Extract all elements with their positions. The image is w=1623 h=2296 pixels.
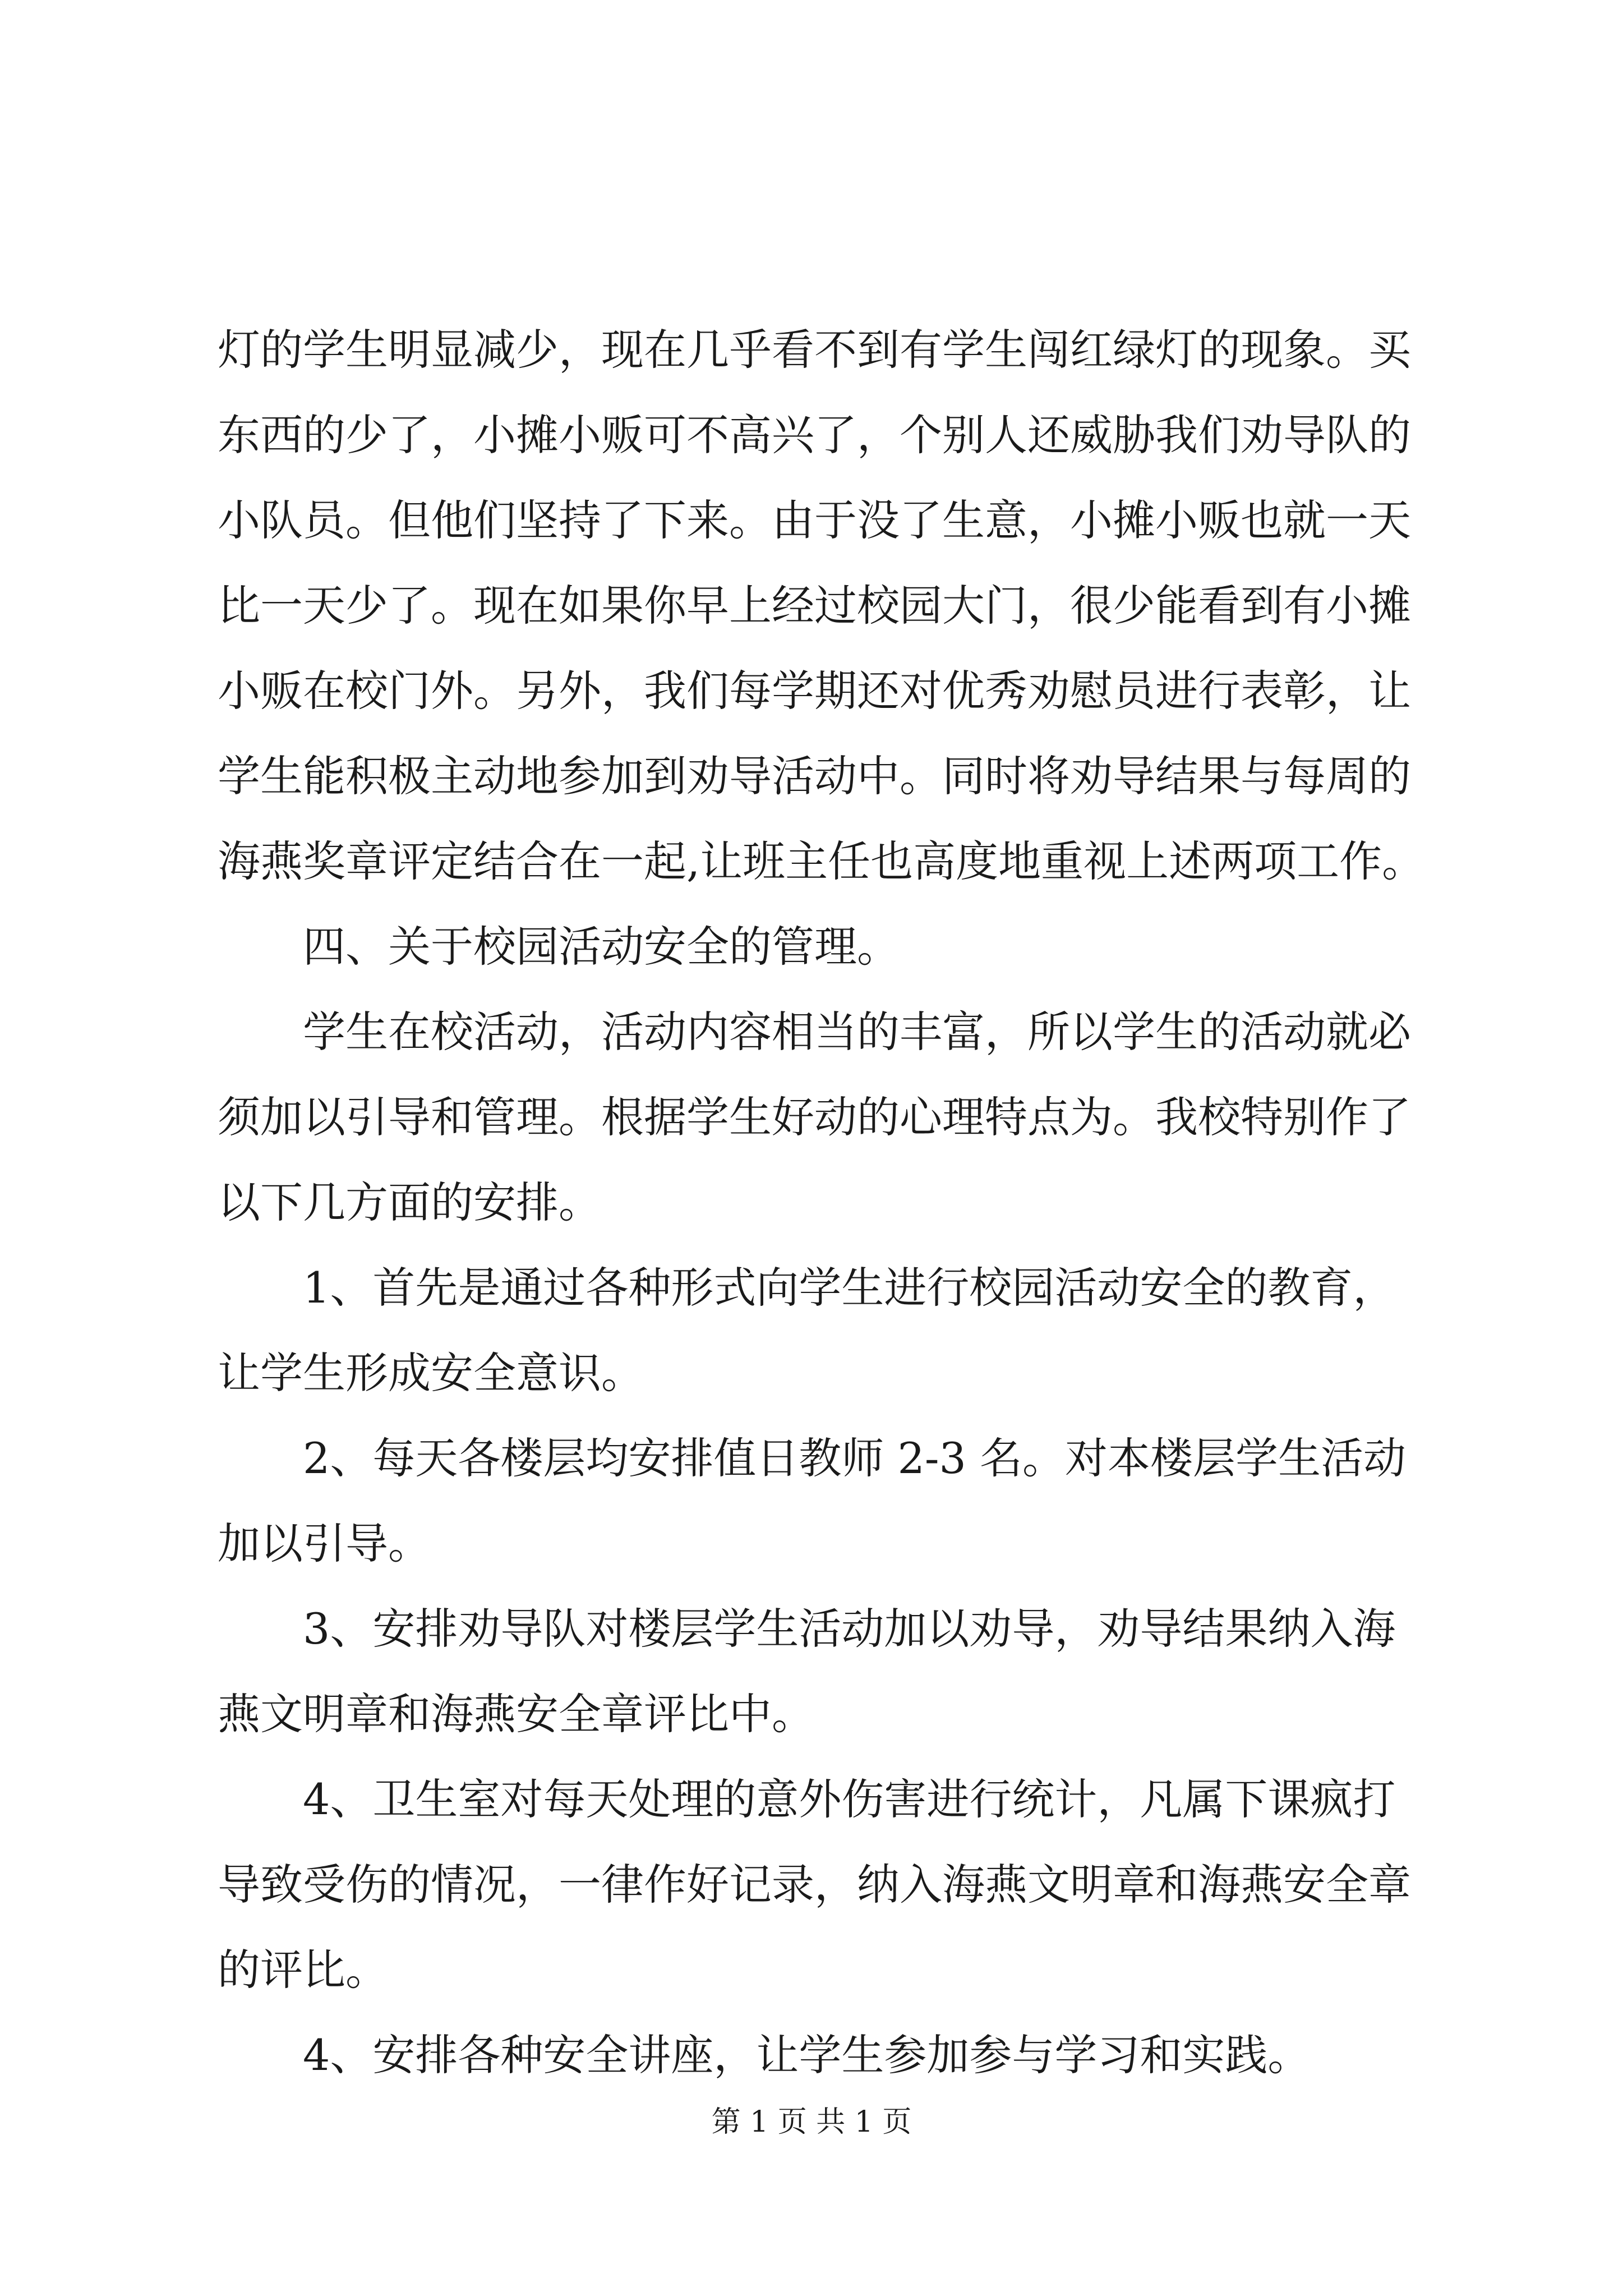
text-line: 海燕奖章评定结合在一起,让班主任也高度地重视上述两项工作。 [218, 836, 1425, 886]
text-line: 小贩在校门外。另外，我们每学期还对优秀劝慰员进行表彰，让 [218, 666, 1411, 716]
page-number-footer: 第 1 页 共 1 页 [711, 2105, 912, 2139]
text-line: 让学生形成安全意识。 [218, 1348, 644, 1398]
text-line: 小队员。但他们坚持了下来。由于没了生意，小摊小贩也就一天 [218, 495, 1411, 545]
text-line: 燕文明章和海燕安全章评比中。 [218, 1689, 814, 1739]
list-item-line: 2、每天各楼层均安排值日教师 2-3 名。对本楼层学生活动 [303, 1433, 1407, 1483]
text-line: 学生能积极主动地参加到劝导活动中。同时将劝导结果与每周的 [218, 751, 1411, 801]
text-line: 比一天少了。现在如果你早上经过校园大门，很少能看到有小摊 [218, 581, 1411, 631]
text-line: 加以引导。 [218, 1519, 431, 1568]
list-item-line: 4、卫生室对每天处理的意外伤害进行统计，凡属下课疯打 [303, 1774, 1396, 1824]
text-line: 学生在校活动，活动内容相当的丰富，所以学生的活动就必 [303, 1007, 1411, 1057]
text-line: 以下几方面的安排。 [218, 1177, 601, 1227]
text-line: 东西的少了，小摊小贩可不高兴了，个别人还威胁我们劝导队的 [218, 410, 1411, 460]
document-body [218, 307, 1423, 2098]
text-line: 导致受伤的情况，一律作好记录，纳入海燕文明章和海燕安全章 [218, 1860, 1411, 1910]
text-line: 灯的学生明显减少，现在几乎看不到有学生闯红绿灯的现象。买 [218, 325, 1411, 375]
list-item-line: 3、安排劝导队对楼层学生活动加以劝导，劝导结果纳入海 [303, 1604, 1396, 1654]
text-line: 须加以引导和管理。根据学生好动的心理特点为。我校特别作了 [218, 1092, 1411, 1142]
section-heading: 四、关于校园活动安全的管理。 [303, 922, 900, 972]
list-item-line: 4、安排各种安全讲座，让学生参加参与学习和实践。 [303, 2030, 1311, 2080]
list-item-line: 1、首先是通过各种形式向学生进行校园活动安全的教育， [303, 1263, 1396, 1313]
text-line: 的评比。 [218, 1945, 388, 1995]
